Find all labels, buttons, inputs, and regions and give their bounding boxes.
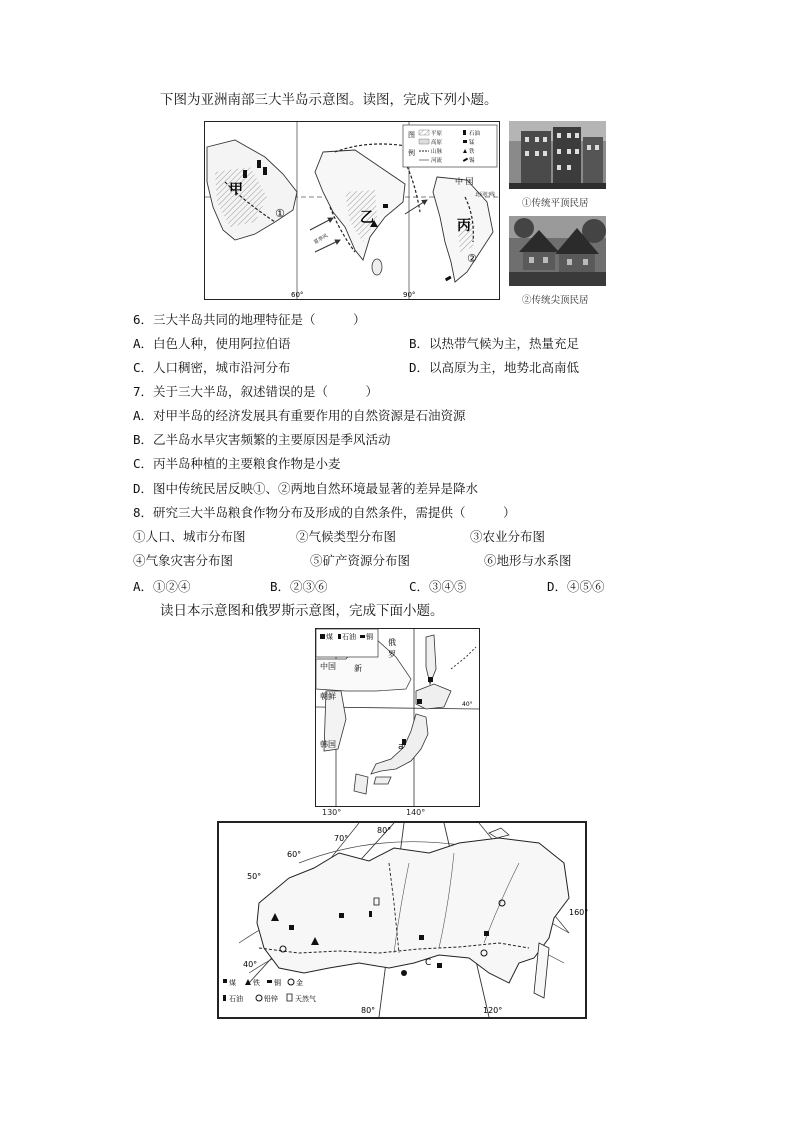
q7-option-c: C．丙半岛种植的主要粮食作物是小麦 [133, 456, 341, 471]
japan-map [315, 628, 480, 807]
russia-legend-iron: 铁 [253, 979, 260, 987]
q8-option-b: B．②③⑥ [270, 579, 328, 594]
legend-iron: 铁 [469, 149, 475, 155]
legend-mountain: 山脉 [431, 149, 443, 155]
legend-tin: 锡 [469, 158, 475, 164]
q8-item-5: ⑤矿产资源分布图 [310, 553, 411, 568]
intro-text-2: 读日本示意图和俄罗斯示意图，完成下面小题。 [160, 603, 444, 619]
label-point-1: ① [275, 207, 285, 220]
russia-label-c: C [425, 958, 432, 968]
japan-label-russia-1: 俄 [388, 638, 396, 647]
legend-title-2: 例 [408, 149, 415, 157]
label-tropic: 北回归线 [475, 192, 496, 198]
peninsulas-map [204, 121, 500, 300]
japan-label-south-korea: 韩国 [320, 740, 336, 749]
label-lon60: 60° [291, 291, 304, 299]
russia-label-lon60: 60° [287, 850, 302, 859]
q8-item-2: ②气候类型分布图 [296, 529, 397, 544]
russia-label-lon70: 70° [334, 834, 349, 843]
label-lon90: 90° [403, 291, 416, 299]
japan-label-north-korea: 朝鲜 [320, 692, 336, 701]
russia-label-lon80: 80° [361, 1006, 376, 1015]
q8-option-a: A．①②④ [133, 579, 191, 594]
q7-option-a: A．对甲半岛的经济发展具有重要作用的自然资源是石油资源 [133, 408, 466, 423]
legend-manganese: 锰 [469, 140, 475, 146]
flat-roof-house-photo [509, 121, 606, 189]
russia-label-lon40: 40° [243, 960, 258, 969]
q6-option-d: D．以高原为主，地势北高南低 [409, 360, 580, 375]
japan-legend-copper: 铜 [366, 633, 373, 641]
japan-label-russia-2: 罗 [388, 650, 396, 659]
legend-oil: 石油 [469, 131, 481, 137]
intro-text-1: 下图为亚洲南部三大半岛示意图。读图，完成下列小题。 [160, 92, 498, 108]
q8-item-3: ③农业分布图 [470, 529, 546, 544]
legend-plateau: 高原 [431, 140, 443, 146]
label-bing: 丙 [457, 218, 471, 234]
japan-label-xin: 新 [354, 664, 362, 673]
peninsulas-map-drawing [205, 122, 499, 299]
q7-option-d: D．图中传统民居反映①、②两地自然环境最显著的差异是降水 [133, 481, 479, 496]
label-monsoon: 夏季风 [313, 233, 330, 246]
q8-item-1: ①人口、城市分布图 [133, 529, 246, 544]
q7-stem: 7．关于三大半岛，叙述错误的是（ ） [133, 384, 379, 399]
q8-item-6: ⑥地形与水系图 [484, 553, 572, 568]
russia-label-lon80-top: 80° [377, 826, 392, 835]
legend-title-1: 图 [408, 131, 415, 139]
q6-option-b: B．以热带气候为主，热量充足 [409, 336, 580, 351]
russia-legend-gas: 天然气 [295, 995, 316, 1003]
photo-caption-1: ①传统平顶民居 [522, 198, 589, 209]
q6-stem: 6．三大半岛共同的地理特征是（ ） [133, 312, 366, 327]
label-point-2: ② [467, 252, 477, 265]
russia-map [217, 821, 587, 1019]
q8-stem: 8．研究三大半岛粮食作物分布及形成的自然条件，需提供（ ） [133, 505, 516, 520]
legend-river: 河流 [431, 158, 443, 164]
japan-lon130: 130° [322, 808, 342, 817]
russia-legend-oil: 石油 [229, 995, 243, 1003]
russia-legend-lead-zinc: 铅锌 [264, 995, 278, 1003]
photo-caption-2: ②传统尖顶民居 [522, 295, 589, 306]
japan-label-lat40: 40° [462, 701, 473, 708]
japan-legend-oil: 石油 [342, 633, 356, 641]
q8-item-4: ④气象灾害分布图 [133, 553, 234, 568]
q6-option-a: A．白色人种，使用阿拉伯语 [133, 336, 291, 351]
q8-option-c: C．③④⑤ [409, 579, 467, 594]
japan-label-a: a [398, 742, 404, 752]
russia-legend-coal: 煤 [229, 979, 236, 987]
legend-plain: 平原 [431, 131, 443, 137]
label-china: 中 国 [455, 177, 474, 186]
japan-legend-coal: 煤 [326, 633, 333, 641]
q7-option-b: B．乙半岛水旱灾害频繁的主要原因是季风活动 [133, 432, 391, 447]
russia-label-lon50: 50° [247, 872, 262, 881]
pointed-roof-house-photo [509, 216, 606, 286]
japan-lon140: 140° [406, 808, 426, 817]
russia-legend-copper: 铜 [274, 979, 281, 987]
q6-option-c: C．人口稠密，城市沿河分布 [133, 360, 291, 375]
russia-label-lon120: 120° [483, 1006, 503, 1015]
q8-option-d: D．④⑤⑥ [547, 579, 605, 594]
russia-label-lon160: 160° [569, 908, 589, 917]
japan-label-china: 中国 [320, 662, 336, 671]
label-yi: 乙 [360, 210, 374, 226]
label-jia: 甲 [229, 182, 243, 198]
russia-legend-gold: 金 [296, 979, 303, 987]
